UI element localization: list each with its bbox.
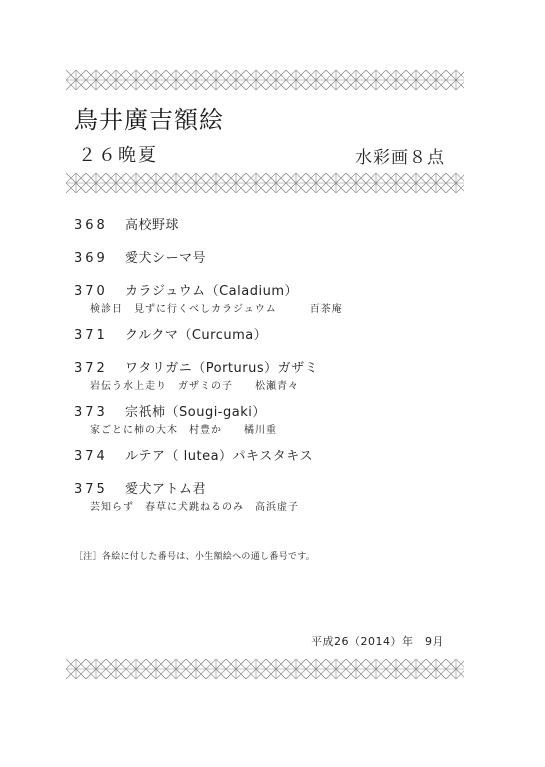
item-title: ワタリガニ（Porturus）ガザミ: [125, 361, 319, 376]
item-title: カラジュウム（Caladium）: [125, 284, 298, 299]
footnote: ［注］各絵に付した番号は、小生額絵への通し番号です。: [74, 552, 316, 562]
item-number: 368: [74, 218, 108, 233]
date-line: 平成26（2014）年 9月: [311, 635, 444, 648]
list-item: [74, 328, 494, 361]
asanoha-pattern: [66, 173, 464, 193]
asanoha-pattern-band-bottom: [66, 659, 464, 679]
item-title: 高校野球: [125, 218, 180, 233]
item-poem: 検診日 見ずに行くべしカラジュウム 百茶庵: [90, 304, 343, 315]
item-title: ルテア（ lutea）パキスタキス: [125, 449, 314, 464]
item-number: 370: [74, 284, 108, 299]
item-title: 宗祇柿（Sougi-gaki）: [125, 405, 266, 420]
item-number: 371: [74, 328, 108, 343]
list-item: [74, 284, 494, 328]
item-number: 374: [74, 449, 108, 464]
asanoha-pattern: [66, 70, 464, 90]
item-title: クルクマ（Curcuma）: [125, 328, 268, 343]
item-title: 愛犬シーマ号: [125, 251, 207, 266]
list-item: [74, 251, 494, 284]
list-item: [74, 449, 494, 482]
asanoha-pattern-band-top: [66, 70, 464, 90]
list-item: [74, 482, 494, 526]
item-number: 369: [74, 251, 108, 266]
asanoha-pattern: [66, 659, 464, 679]
item-poem: 岩伝う水上走り ガザミの子 松瀬青々: [90, 381, 299, 392]
painting-count-subtitle: 水彩画８点: [355, 148, 445, 168]
item-poem: 家ごとに柿の大木 村豊か 橘川重: [90, 425, 277, 436]
list-item: [74, 405, 494, 449]
item-number: 372: [74, 361, 108, 376]
item-number: 375: [74, 482, 108, 497]
item-title: 愛犬アトム君: [125, 482, 207, 497]
page-title: 鳥井廣吉額絵: [74, 106, 224, 134]
season-subtitle: ２６晩夏: [78, 145, 158, 166]
list-item: [74, 361, 494, 405]
asanoha-pattern-band-middle: [66, 173, 464, 193]
item-poem: 芸知らず 春草に犬跳ねるのみ 高浜虚子: [90, 502, 299, 513]
item-number: 373: [74, 405, 108, 420]
list-item: [74, 218, 494, 251]
painting-list: [74, 218, 494, 526]
